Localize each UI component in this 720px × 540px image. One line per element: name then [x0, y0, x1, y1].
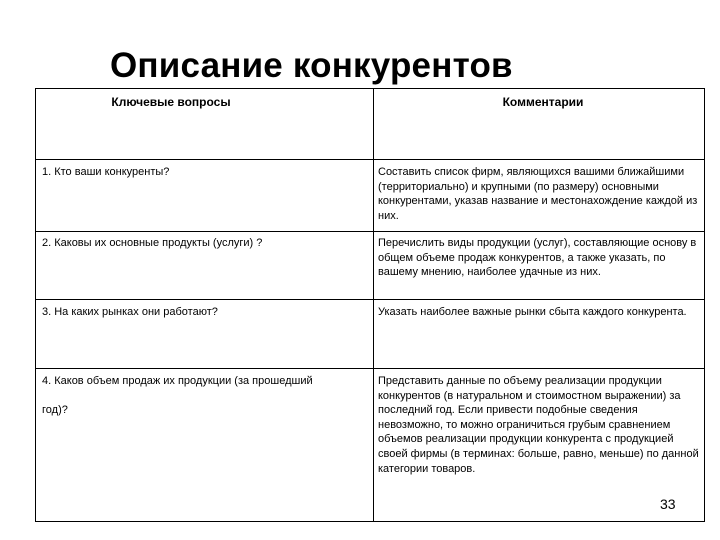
comment-cell: Указать наиболее важные рынки сбыта каждого конкурента. — [378, 306, 687, 318]
competitors-table — [35, 88, 705, 522]
slide-title: Описание конкурентов — [110, 46, 513, 85]
row-divider — [36, 299, 704, 300]
header-comments: Комментарии — [502, 95, 584, 109]
comment-cell: Составить список фирм, являющихся вашими ближайшими (территориально) и крупными (по размеру) основными конкурентами, указав название и местонахождение каждой из них. — [378, 166, 698, 222]
question-cell: 2. Каковы их основные продукты (услуги) ? — [42, 237, 263, 249]
row-divider — [36, 368, 704, 369]
comment-cell: Перечислить виды продукции (услуг), составляющие основу в общем объеме продаж конкурентов, а также указать, по вашему мнению, наиболее удачные из них. — [378, 237, 697, 279]
question-cell-line-1: 4. Каков объем продаж их продукции (за прошедший — [42, 375, 313, 387]
comment-cell: Представить данные по объему реализации продукции конкурентов (в натуральном и стоимостном выражении) за последний год. Если привести подобные сведения невозможно, то можно ограничиться грубым сравнением объемов реализации продукции конкурента с продукцией своей фирмы (в терминах: больше, равно, меньше) по данной категории товаров. — [378, 375, 699, 475]
page-number: 33 — [660, 496, 676, 512]
row-divider — [36, 231, 704, 232]
question-cell-line-2: год)? — [42, 404, 68, 416]
question-cell: 1. Кто ваши конкуренты? — [42, 166, 170, 178]
column-divider — [373, 89, 374, 521]
row-divider — [36, 159, 704, 160]
question-cell: 3. На каких рынках они работают? — [42, 306, 218, 318]
header-key-questions: Ключевые вопросы — [111, 95, 231, 109]
